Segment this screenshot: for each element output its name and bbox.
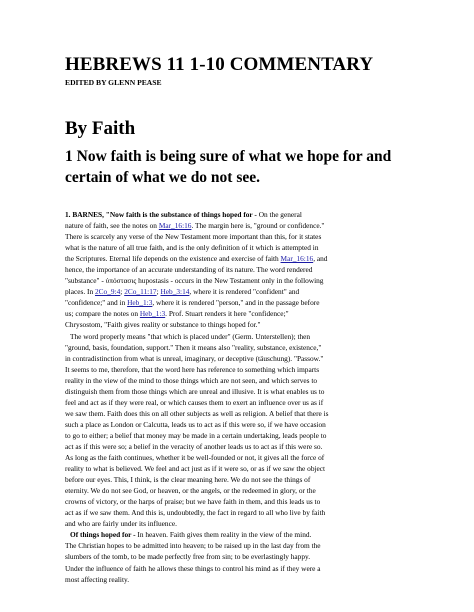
body-line: The Christian hopes to be admitted into heaven; to be raised up in the last day from the <box>65 541 321 551</box>
scripture-link[interactable]: 2Co_9:4 <box>94 287 121 297</box>
document-title: HEBREWS 11 1-10 COMMENTARY <box>65 54 374 75</box>
body-line: in contradistinction from what is unreal, imaginary, or deceptive (täuschung). "Passow." <box>65 353 324 363</box>
body-line: slumbers of the tomb, to be made perfectly free from sin; to be everlastingly happy. <box>65 552 311 562</box>
body-line: It seems to me, therefore, that the word here has reference to something which imparts <box>65 364 320 374</box>
body-text: , where it is rendered "confident" and <box>189 287 300 297</box>
body-text: nature of faith, see the notes on <box>65 221 159 231</box>
body-line: "ground, basis, foundation, support." Then it means also "reality, substance, existence," <box>65 342 322 352</box>
body-line: The word properly means "that which is placed under" (Germ. Unterstellen); then <box>70 331 311 341</box>
body-text: "confidence;" and in <box>65 298 128 308</box>
body-line: Under the influence of faith he allows these things to control his mind as if they were a <box>65 563 321 573</box>
document-subtitle: EDITED BY GLENN PEASE <box>65 78 162 87</box>
body-line: hence, the importance of an accurate understanding of its nature. The word rendered <box>65 265 313 275</box>
scripture-link[interactable]: Mar_16:16 <box>158 221 192 231</box>
body-line: to go to either; a belief that money may be made in a certain undertaking, leads people to <box>65 430 327 440</box>
body-text: places. In <box>65 287 95 297</box>
scripture-link[interactable]: Heb_1:3 <box>139 309 166 319</box>
body-text: us; compare the notes on <box>65 309 140 319</box>
body-text: ; <box>120 287 125 297</box>
scripture-link[interactable]: Mar_16:16 <box>280 254 314 264</box>
body-text: , and <box>313 254 328 264</box>
body-line: and who are fairly under its influence. <box>65 519 177 529</box>
body-line: such a place as London or Calcutta, leads us to act as if this were so, if we have occasion <box>65 419 326 429</box>
body-line <box>65 297 415 308</box>
body-line: eternity. We do not see God, or heaven, or the angels, or the redeemed in glory, or the <box>65 486 316 496</box>
body-line <box>65 209 415 220</box>
scripture-link[interactable]: Heb_1:3 <box>127 298 153 308</box>
body-line: Chrysostom, "Faith gives reality or substance to things hoped for." <box>65 320 261 330</box>
body-line <box>65 308 415 319</box>
commentary-lead: Of things hoped for - <box>70 530 138 540</box>
body-line: act as if this were so; a belief in the veracity of another leads us to act as if this were so. <box>65 441 323 451</box>
scripture-link[interactable]: 2Co_11:17 <box>124 287 157 297</box>
commentary-body <box>65 209 415 585</box>
body-text: , where it is rendered "person," and in the passage before <box>152 298 320 308</box>
body-line: most affecting reality. <box>65 574 130 584</box>
body-line <box>65 220 415 231</box>
verse-heading <box>65 146 445 188</box>
body-line: "substance" - ὑπόστασις hupostasis - occurs in the New Testament only in the following <box>65 276 324 286</box>
verse-heading-line: certain of what we do not see. <box>65 169 261 186</box>
body-line: reality in the view of the mind to those things which are not seen, and which serves to <box>65 375 318 385</box>
body-text: . Prof. Stuart renders it here "confidence;" <box>165 309 289 319</box>
body-line <box>65 529 415 540</box>
body-line: distinguish them from those things which are unreal and illusive. It is what enables us to <box>65 386 325 396</box>
section-heading: By Faith <box>65 118 136 139</box>
body-text: the Scriptures. Eternal life depends on the existence and exercise of faith <box>65 254 281 264</box>
body-line <box>65 253 415 264</box>
body-text: . The margin here is, "ground or confidence." <box>191 221 325 231</box>
body-text: In heaven. Faith gives them reality in the view of the mind. <box>137 530 312 540</box>
body-line <box>65 286 415 297</box>
body-line: before our eyes. This, I think, is the clear meaning here. We do not see the things of <box>65 475 311 485</box>
commentary-lead: 1. BARNES, "Now faith is the substance of things hoped for - <box>65 210 259 219</box>
body-line: what is the nature of all true faith, and is the only definition of it which is attempted in <box>65 243 319 253</box>
body-line: As long as the faith continues, whether it be well-founded or not, it gives all the force of <box>65 453 325 463</box>
body-text: On the general <box>258 210 302 219</box>
body-line: reality to what is believed. We feel and act just as if it were so, or as if we saw the object <box>65 464 326 474</box>
verse-heading-line: 1 Now faith is being sure of what we hope for and <box>65 148 392 165</box>
body-line: we saw them. Faith does this on all other subjects as well as religion. A belief that there is <box>65 408 329 418</box>
body-line: act as if we saw them. And this is, undoubtedly, the fact in regard to all who live by faith <box>65 508 326 518</box>
scripture-link[interactable]: Heb_3:14 <box>160 287 190 297</box>
body-text: ; <box>156 287 161 297</box>
body-line: feel and act as if they were real, or which causes them to exert an influence over us as if <box>65 397 324 407</box>
body-line: crowns of victory, or the harps of praise; but we have faith in them, and this leads us to <box>65 497 321 507</box>
body-line: There is scarcely any verse of the New Testament more important than this, for it states <box>65 232 322 242</box>
